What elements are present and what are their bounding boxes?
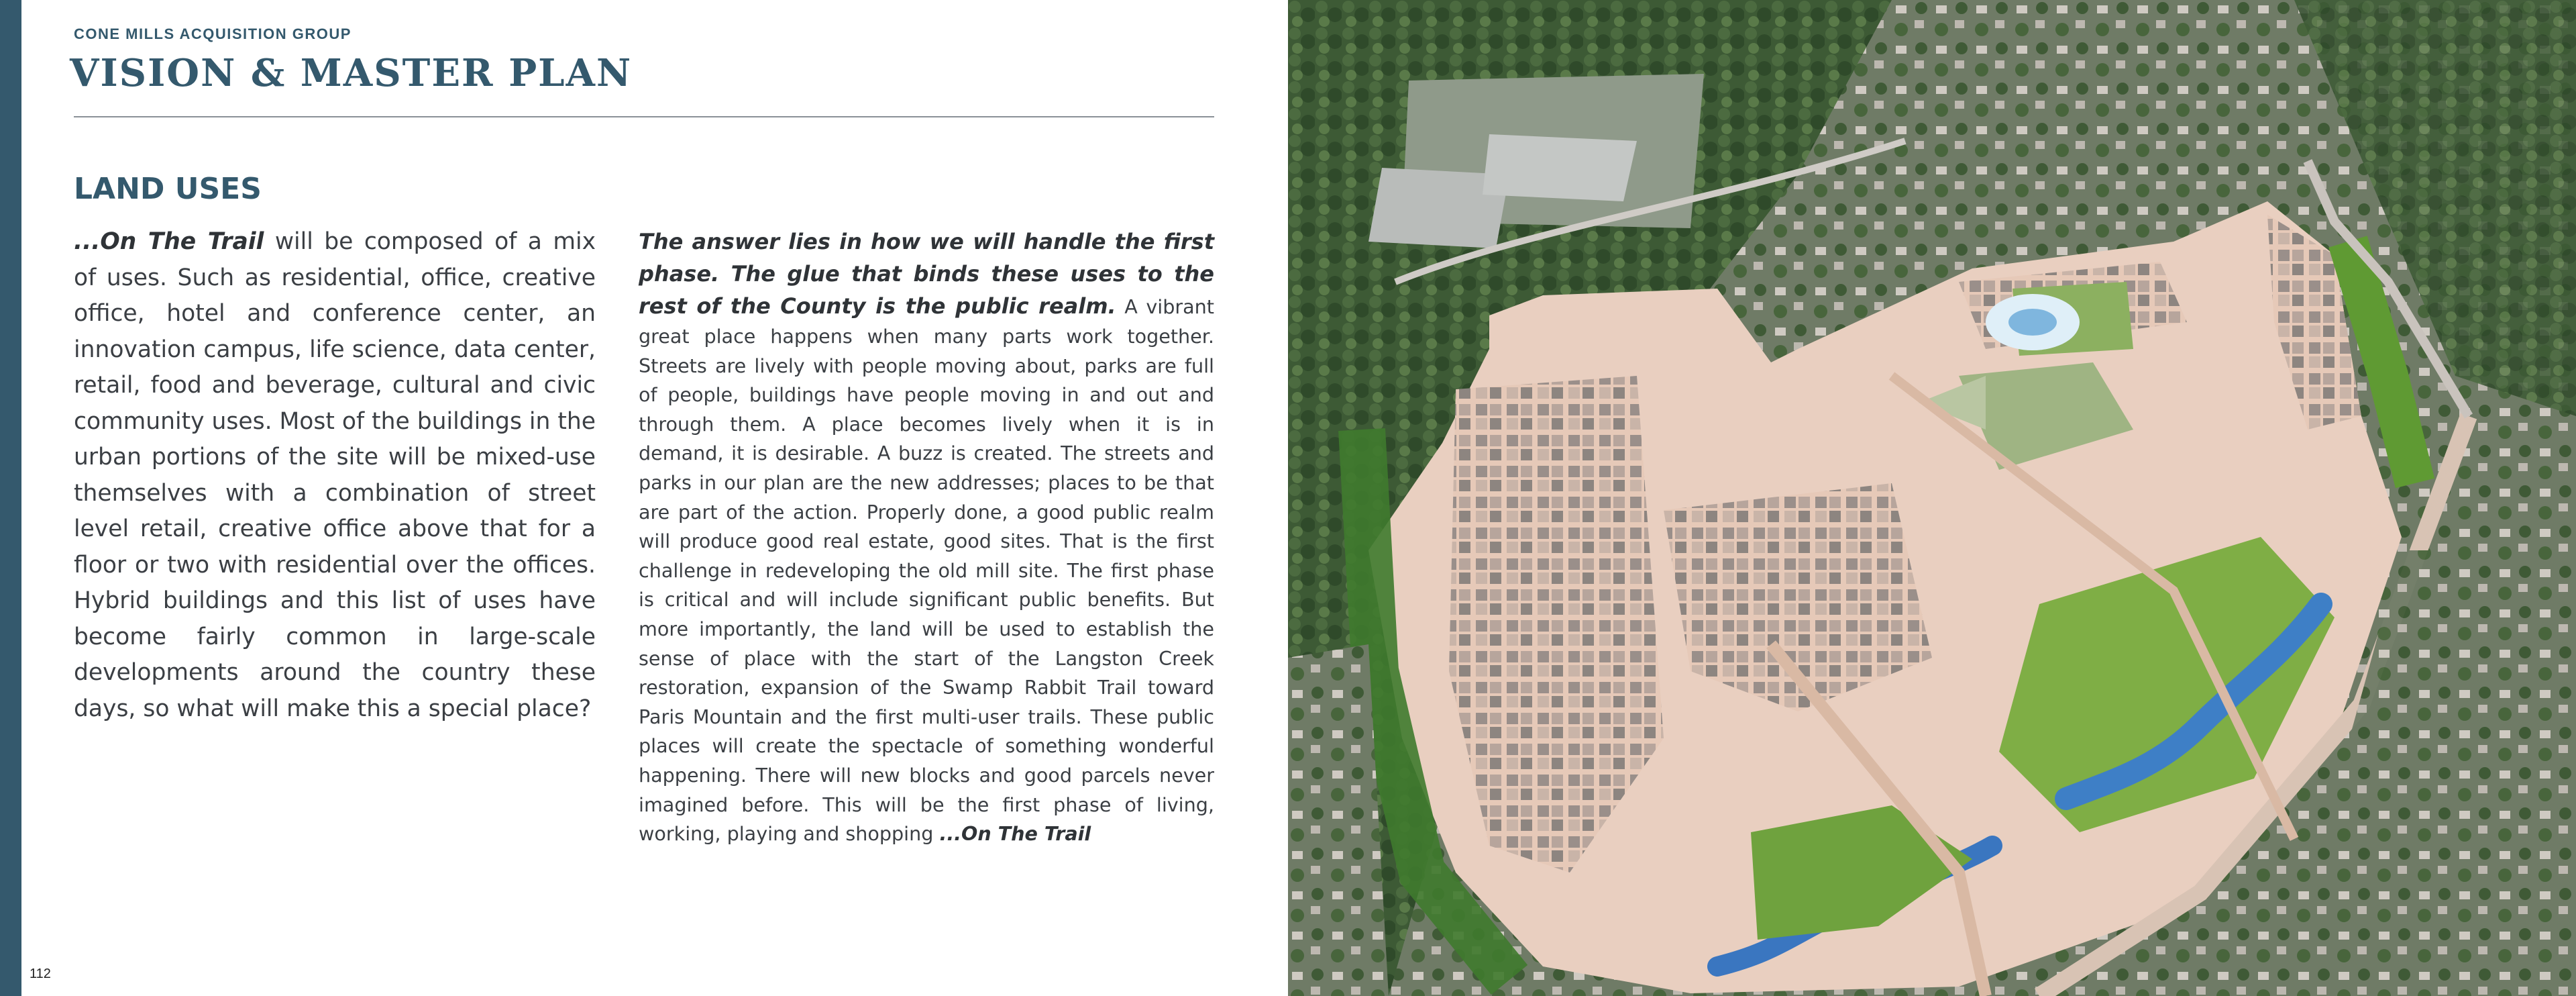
right-paragraph: A vibrant great place happens when many parts work together. Streets are lively with people moving about, parks are full of people, buildings have people moving in and out and through them. A place becomes lively when it is in demand, it is desirable. A buzz is created. The streets and parks in our plan are the new addresses; places to be that are part of the action. Properly done, a good public realm will produce good real estate, good sites. That is the first challenge in redeveloping the old mill site. The first phase is critical and will include significant public benefits. But more importantly, the land will be used to establish the sense of place with the start of the Langston Creek restoration, expansion of the Swamp Rabbit Trail toward Paris Mountain and the first multi-user trails. These public places will create the spectacle of something wonderful happening. There will new blocks and good parcels never imagined before. This will be the first phase of living, working, playing and shopping [639,295,1214,846]
section-heading: LAND USES [74,172,262,206]
lead-statement: The answer lies in how we will handle the first phase. The glue that binds these uses to the rest of the County is the public realm. [639,229,1214,319]
left-paragraph: will be composed of a mix of uses. Such as residential, office, creative office, hotel and conference center, an innovation campus, life science, data center, retail, food and beverage, cultural and civic community uses. Most of the buildings in the urban portions of the site will be mixed-use themselves with a combination of street level retail, creative office above that for a floor or two with residential over the offices. Hybrid buildings and this list of uses have become fairly common in large-scale developments around the country these days, so what will make this a special place? [74,228,596,722]
brand-name: ...On The Trail [74,228,264,255]
organization-name: CONE MILLS ACQUISITION GROUP [74,26,352,42]
page-title: VISION & MASTER PLAN [70,51,633,95]
right-text-column [639,226,1214,849]
page-spine [0,0,21,996]
aerial-rendering-svg [1288,0,2576,996]
aerial-master-plan-rendering [1288,0,2576,996]
left-text-column [74,224,596,727]
page-number: 112 [30,966,51,981]
title-divider [74,116,1214,117]
closing-brand-name: ...On The Trail [939,822,1091,846]
